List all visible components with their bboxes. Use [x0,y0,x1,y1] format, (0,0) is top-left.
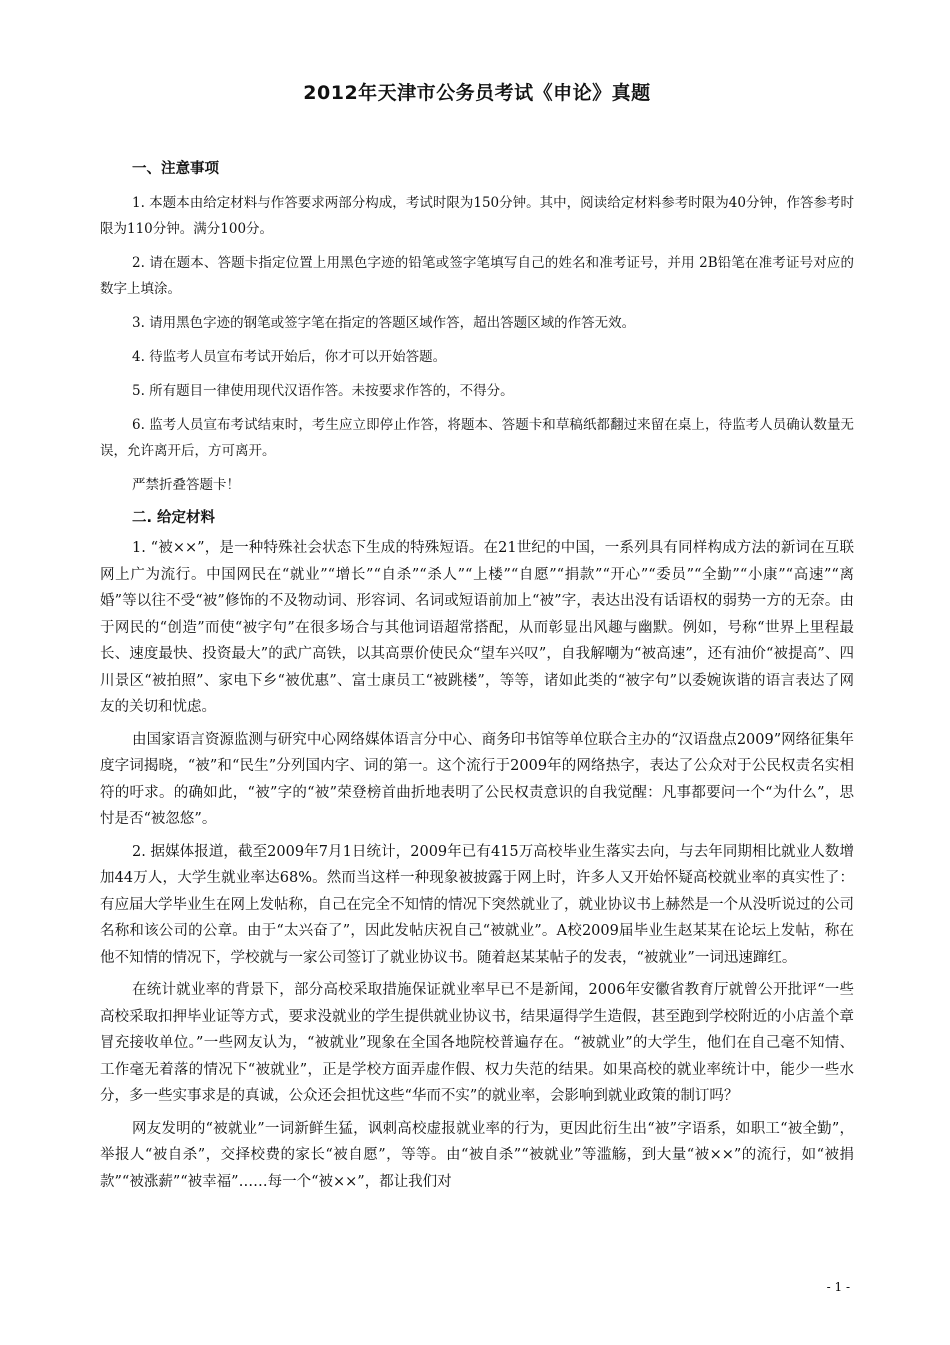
material-paragraph-4: 在统计就业率的背景下，部分高校采取措施保证就业率早已不是新闻，2006年安徽省教育厅就曾公开批评“一些高校采取扣押毕业证等方式，要求没就业的学生提供就业协议书，结果逼得学生造假，甚至跑到学校附近的小店盖个章冒充接收单位。”一些网友认为，“被就业”现象在全国各地院校普遍存在。“被就业”的大学生，他们在自己毫不知情、工作毫无着落的情况下“被就业”，正是学校方面弄虚作假、权力失范的结果。如果高校的就业率统计中，能少一些水分，多一些实事求是的真诚，公众还会担忧这些“华而不实”的就业率，会影响到就业政策的制订吗？ [100,982,854,1104]
notice-item-1: 1. 本题本由给定材料与作答要求两部分构成，考试时限为150分钟。其中，阅读给定材料参考时限为40分钟，作答参考时限为110分钟。满分100分。 [100,195,854,237]
material-paragraph-5: 网友发明的“被就业”一词新鲜生猛，讽刺高校虚报就业率的行为，更因此衍生出“被”字语系，如职工“被全勤”，举报人“被自杀”，交择校费的家长“被自愿”，等等。由“被自杀”“被就业”等滥觞，到大量“被××”的流行，如“被捐款”“被涨薪”“被幸福”……每一个“被××”，都让我们对 [100,1120,854,1190]
material-paragraph-2: 由国家语言资源监测与研究中心网络媒体语言分中心、商务印书馆等单位联合主办的“汉语盘点2009”网络征集年度字词揭晓，“被”和“民生”分列国内字、词的第一。这个流行于2009年的网络热字，表达了公众对于公民权责名实相符的吁求。的确如此，“被”字的“被”荣登榜首曲折地表明了公民权责意识的自我觉醒：凡事都要问一个“为什么”，思忖是否“被忽悠”。 [100,731,854,827]
material-paragraph-3: 2. 据媒体报道，截至2009年7月1日统计，2009年已有415万高校毕业生落实去向，与去年同期相比就业人数增加44万人，大学生就业率达68%。然而当这样一种现象被披露于网上时，许多人又开始怀疑高校就业率的真实性了：有应届大学毕业生在网上发帖称，自己在完全不知情的情况下突然就业了，就业协议书上赫然是一个从没听说过的公司名称和该公司的公章。由于“太兴奋了”，因此发帖庆祝自己“被就业”。A校2009届毕业生赵某某在论坛上发帖，称在他不知情的情况下，学校就与一家公司签订了就业协议书。随着赵某某帖子的发表，“被就业”一词迅速蹿红。 [100,843,854,966]
warning-text: 严禁折叠答题卡！ [132,477,240,493]
notice-item-4: 4. 待监考人员宣布考试开始后，你才可以开始答题。 [132,349,447,365]
page-title: 2012年天津市公务员考试《申论》真题 [303,82,651,104]
section-heading-materials: 二. 给定材料 [132,510,216,526]
notice-item-5: 5. 所有题目一律使用现代汉语作答。未按要求作答的，不得分。 [132,383,514,399]
section-heading-notice: 一、注意事项 [132,161,219,177]
material-paragraph-1: 1. “被××”，是一种特殊社会状态下生成的特殊短语。在21世纪的中国，一系列具有同样构成方法的新词在互联网上广为流行。中国网民在“就业”“增长”“自杀”“杀人”“上楼”“自愿”“捐款”“开心”“委员”“全勤”“小康”“高速”“离婚”等以往不受“被”修饰的不及物动词、形容词、名词或短语前加上“被”字，表达出没有话语权的弱势一方的无奈。由于网民的“创造”而使“被字句”在很多场合与其他词语超常搭配，从而彰显出风趣与幽默。例如，号称“世界上里程最长、速度最快、投资最大”的武广高铁，以其高票价使民众“望车兴叹”，自我解嘲为“被高速”，还有油价“被提高”、四川景区“被拍照”、家电下乡“被优惠”、富士康员工“被跳楼”，等等，诸如此类的“被字句”以委婉诙谐的语言表达了网友的关切和忧虑。 [100,540,854,715]
notice-item-3: 3. 请用黑色字迹的钢笔或签字笔在指定的答题区域作答，超出答题区域的作答无效。 [132,315,636,331]
notice-item-2: 2. 请在题本、答题卡指定位置上用黑色字迹的铅笔或签字笔填写自己的姓名和准考证号，并用 2B铅笔在准考证号对应的数字上填涂。 [100,255,854,297]
page-number: - 1 - [826,1280,850,1294]
notice-item-6: 6. 监考人员宣布考试结束时，考生应立即停止作答，将题本、答题卡和草稿纸都翻过来留在桌上，待监考人员确认数量无误，允许离开后，方可离开。 [100,417,854,459]
